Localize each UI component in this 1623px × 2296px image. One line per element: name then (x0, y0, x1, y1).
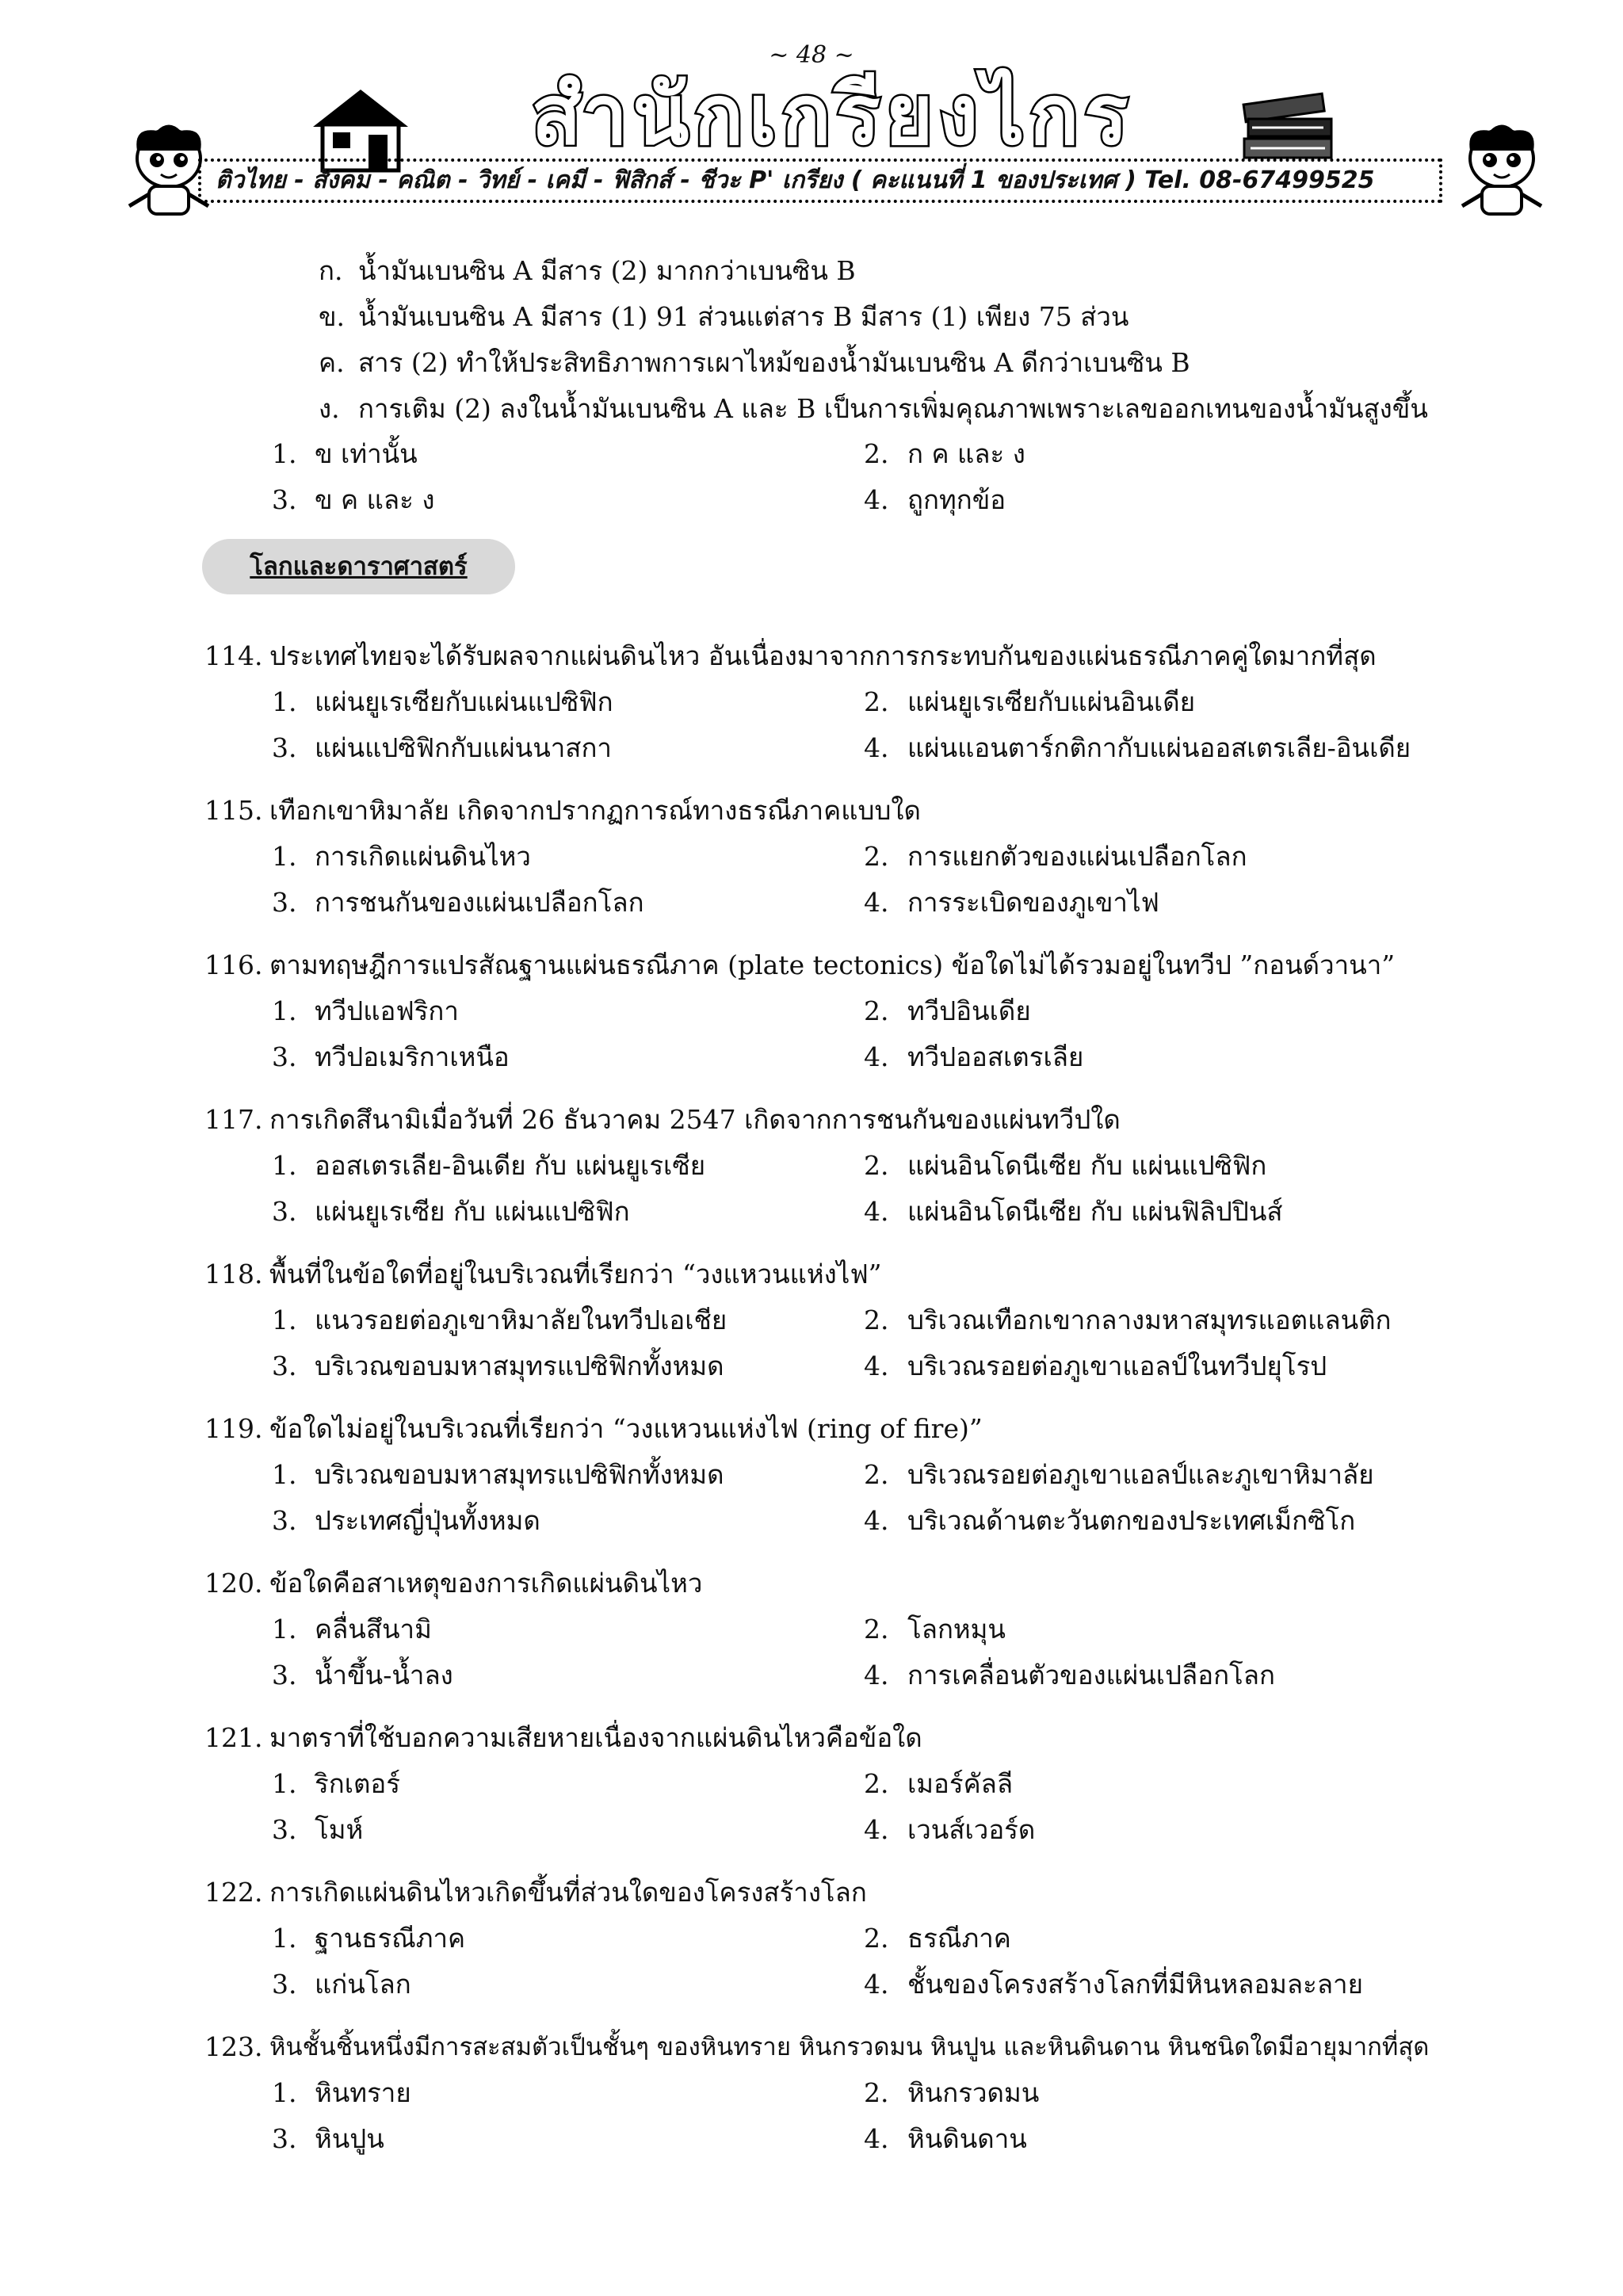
question-number: 123. (204, 2031, 263, 2062)
question-number: 114. (204, 640, 263, 671)
brand-title: สำนักเกรียงไกร (531, 67, 1133, 163)
question-text: พื้นที่ในข้อใดที่อยู่ในบริเวณที่เรียกว่า “วงแหวนแห่งไฟ” (269, 1259, 882, 1289)
option-text: ออสเตรเลีย-อินเดีย กับ แผ่นยูเรเซีย (315, 1150, 706, 1181)
option-text: บริเวณขอบมหาสมุทรแปซิฟิกทั้งหมด (315, 1459, 724, 1490)
option-number: 1. (272, 995, 297, 1026)
option-text: ถูกทุกข้อ (907, 484, 1006, 515)
option-text: ชั้นของโครงสร้างโลกที่มีหินหลอมละลาย (907, 1969, 1363, 2000)
option-number: 1. (272, 1923, 297, 1954)
option-text: การระเบิดของภูเขาไฟ (907, 887, 1159, 918)
option-number: 4. (864, 484, 889, 515)
option-text: การเกิดแผ่นดินไหว (315, 841, 531, 872)
option-number: 2. (864, 1923, 889, 1954)
option-number: 2. (864, 438, 889, 469)
statement-letter: ก. (319, 255, 343, 286)
option-number: 1. (272, 1150, 297, 1181)
option-text: ทวีปอินเดีย (907, 995, 1031, 1026)
option-text: โมห์ (315, 1814, 364, 1845)
section-title: โลกและดาราศาสตร์ (202, 539, 515, 594)
statement-text: น้ำมันเบนซิน A มีสาร (1) 91 ส่วนแต่สาร B มีสาร (1) เพียง 75 ส่วน (358, 301, 1129, 332)
option-number: 3. (272, 1196, 297, 1227)
option-text: ริกเตอร์ (315, 1768, 400, 1799)
option-text: เวนส์เวอร์ด (907, 1814, 1036, 1845)
option-number: 3. (272, 2123, 297, 2154)
option-number: 2. (864, 686, 889, 717)
option-number: 2. (864, 841, 889, 872)
question-text: การเกิดแผ่นดินไหวเกิดขึ้นที่ส่วนใดของโครงสร้างโลก (269, 1877, 867, 1908)
option-number: 4. (864, 2123, 889, 2154)
option-number: 1. (272, 1305, 297, 1335)
option-text: ฐานธรณีภาค (315, 1923, 466, 1954)
option-text: ข ค และ ง (315, 484, 435, 515)
question-text: ประเทศไทยจะได้รับผลจากแผ่นดินไหว อันเนื่องมาจากการกระทบกันของแผ่นธรณีภาคคู่ใดมากที่สุด (269, 640, 1377, 671)
question-text: ข้อใดไม่อยู่ในบริเวณที่เรียกว่า “วงแหวนแห่งไฟ (ring of fire)” (269, 1413, 983, 1444)
option-number: 3. (272, 732, 297, 763)
option-number: 4. (864, 732, 889, 763)
question-number: 115. (204, 795, 263, 826)
option-text: หินทราย (315, 2077, 411, 2108)
option-number: 2. (864, 1150, 889, 1181)
option-number: 2. (864, 995, 889, 1026)
option-number: 4. (864, 1505, 889, 1536)
option-text: น้ำขึ้น-น้ำลง (315, 1660, 453, 1690)
option-text: ประเทศญี่ปุ่นทั้งหมด (315, 1505, 540, 1536)
option-text: แผ่นอินโดนีเซีย กับ แผ่นแปซิฟิก (907, 1150, 1267, 1181)
option-text: เมอร์คัลลี (907, 1768, 1014, 1799)
statement-text: สาร (2) ทำให้ประสิทธิภาพการเผาไหม้ของน้ำมันเบนซิน A ดีกว่าเบนซิน B (358, 347, 1190, 378)
option-text: การชนกันของแผ่นเปลือกโลก (315, 887, 644, 918)
option-number: 1. (272, 841, 297, 872)
option-number: 3. (272, 1814, 297, 1845)
option-number: 4. (864, 1969, 889, 2000)
option-number: 4. (864, 1660, 889, 1690)
page-number: ~ 48 ~ (769, 41, 854, 69)
option-text: แก่นโลก (315, 1969, 411, 2000)
option-text: ก ค และ ง (907, 438, 1025, 469)
statement-letter: ข. (319, 301, 346, 332)
option-number: 1. (272, 438, 297, 469)
option-text: แผ่นยูเรเซียกับแผ่นอินเดีย (907, 686, 1196, 717)
option-number: 1. (272, 2077, 297, 2108)
question-text: ข้อใดคือสาเหตุของการเกิดแผ่นดินไหว (269, 1568, 703, 1599)
option-text: ทวีปแอฟริกา (315, 995, 459, 1026)
question-text: มาตราที่ใช้บอกความเสียหายเนื่องจากแผ่นดินไหวคือข้อใด (269, 1722, 922, 1753)
question-text: หินชั้นชิ้นหนึ่งมีการสะสมตัวเป็นชั้นๆ ของหินทราย หินกรวดมน หินปูน และหินดินดาน หินชนิดใดมีอายุมากที่สุด (269, 2033, 1430, 2061)
statement-text: น้ำมันเบนซิน A มีสาร (2) มากกว่าเบนซิน B (358, 255, 856, 286)
option-text: บริเวณเทือกเขากลางมหาสมุทรแอตแลนติก (907, 1305, 1392, 1335)
option-text: หินกรวดมน (907, 2077, 1040, 2108)
question-number: 119. (204, 1413, 263, 1444)
option-text: บริเวณรอยต่อภูเขาแอลป์และภูเขาหิมาลัย (907, 1459, 1374, 1490)
option-number: 3. (272, 1969, 297, 2000)
option-number: 4. (864, 1041, 889, 1072)
option-number: 4. (864, 1350, 889, 1381)
option-text: บริเวณด้านตะวันตกของประเทศเม็กซิโก (907, 1505, 1356, 1536)
option-text: โลกหมุน (907, 1614, 1006, 1645)
option-number: 3. (272, 484, 297, 515)
option-number: 3. (272, 887, 297, 918)
option-text: หินปูน (315, 2123, 384, 2154)
question-text: การเกิดสึนามิเมื่อวันที่ 26 ธันวาคม 2547 เกิดจากการชนกันของแผ่นทวีปใด (269, 1104, 1121, 1135)
option-number: 3. (272, 1505, 297, 1536)
option-text: แผ่นแปซิฟิกกับแผ่นนาสกา (315, 732, 612, 763)
question-number: 120. (204, 1568, 263, 1599)
option-number: 4. (864, 887, 889, 918)
option-number: 2. (864, 1768, 889, 1799)
option-text: แผ่นอินโดนีเซีย กับ แผ่นฟิลิปปินส์ (907, 1196, 1283, 1227)
option-number: 2. (864, 1459, 889, 1490)
question-number: 116. (204, 949, 263, 980)
option-text: แผ่นแอนตาร์กติกากับแผ่นออสเตรเลีย-อินเดีย (907, 732, 1411, 763)
statement-letter: ง. (319, 393, 340, 424)
option-text: หินดินดาน (907, 2123, 1027, 2154)
question-number: 122. (204, 1877, 263, 1908)
option-number: 2. (864, 1614, 889, 1645)
question-number: 118. (204, 1259, 263, 1289)
option-text: แนวรอยต่อภูเขาหิมาลัยในทวีปเอเชีย (315, 1305, 727, 1335)
question-text: เทือกเขาหิมาลัย เกิดจากปรากฏการณ์ทางธรณีภาคแบบใด (269, 795, 921, 826)
question-number: 117. (204, 1104, 263, 1135)
option-text: ธรณีภาค (907, 1923, 1011, 1954)
option-number: 1. (272, 1768, 297, 1799)
option-text: การแยกตัวของแผ่นเปลือกโลก (907, 841, 1247, 872)
option-number: 3. (272, 1660, 297, 1690)
option-number: 4. (864, 1196, 889, 1227)
option-number: 3. (272, 1350, 297, 1381)
option-text: คลื่นสึนามิ (315, 1614, 432, 1645)
option-text: การเคลื่อนตัวของแผ่นเปลือกโลก (907, 1660, 1275, 1690)
question-text: ตามทฤษฎีการแปรสัณฐานแผ่นธรณีภาค (plate tectonics) ข้อใดไม่ได้รวมอยู่ในทวีป ”กอนด์วานา” (269, 949, 1396, 980)
option-number: 1. (272, 1459, 297, 1490)
tagline: ติวไทย - สังคม - คณิต - วิทย์ - เคมี - ฟิสิกส์ - ชีวะ P' เกรียง ( คะแนนที่ 1 ของประเทศ ) Tel. 08-67499525 (198, 159, 1442, 203)
option-number: 3. (272, 1041, 297, 1072)
option-number: 2. (864, 2077, 889, 2108)
option-text: ข เท่านั้น (315, 438, 418, 469)
option-text: แผ่นยูเรเซียกับแผ่นแปซิฟิก (315, 686, 613, 717)
statement-letter: ค. (319, 347, 345, 378)
option-text: แผ่นยูเรเซีย กับ แผ่นแปซิฟิก (315, 1196, 630, 1227)
option-text: ทวีปอเมริกาเหนือ (315, 1041, 510, 1072)
option-text: ทวีปออสเตรเลีย (907, 1041, 1084, 1072)
option-text: บริเวณรอยต่อภูเขาแอลป์ในทวีปยุโรป (907, 1350, 1327, 1381)
question-number: 121. (204, 1722, 263, 1753)
option-number: 1. (272, 686, 297, 717)
option-number: 1. (272, 1614, 297, 1645)
statement-text: การเติม (2) ลงในน้ำมันเบนซิน A และ B เป็นการเพิ่มคุณภาพเพราะเลขออกเทนของน้ำมันสูงขึ้น (358, 393, 1428, 424)
option-number: 4. (864, 1814, 889, 1845)
option-text: บริเวณขอบมหาสมุทรแปซิฟิกทั้งหมด (315, 1350, 724, 1381)
option-number: 2. (864, 1305, 889, 1335)
